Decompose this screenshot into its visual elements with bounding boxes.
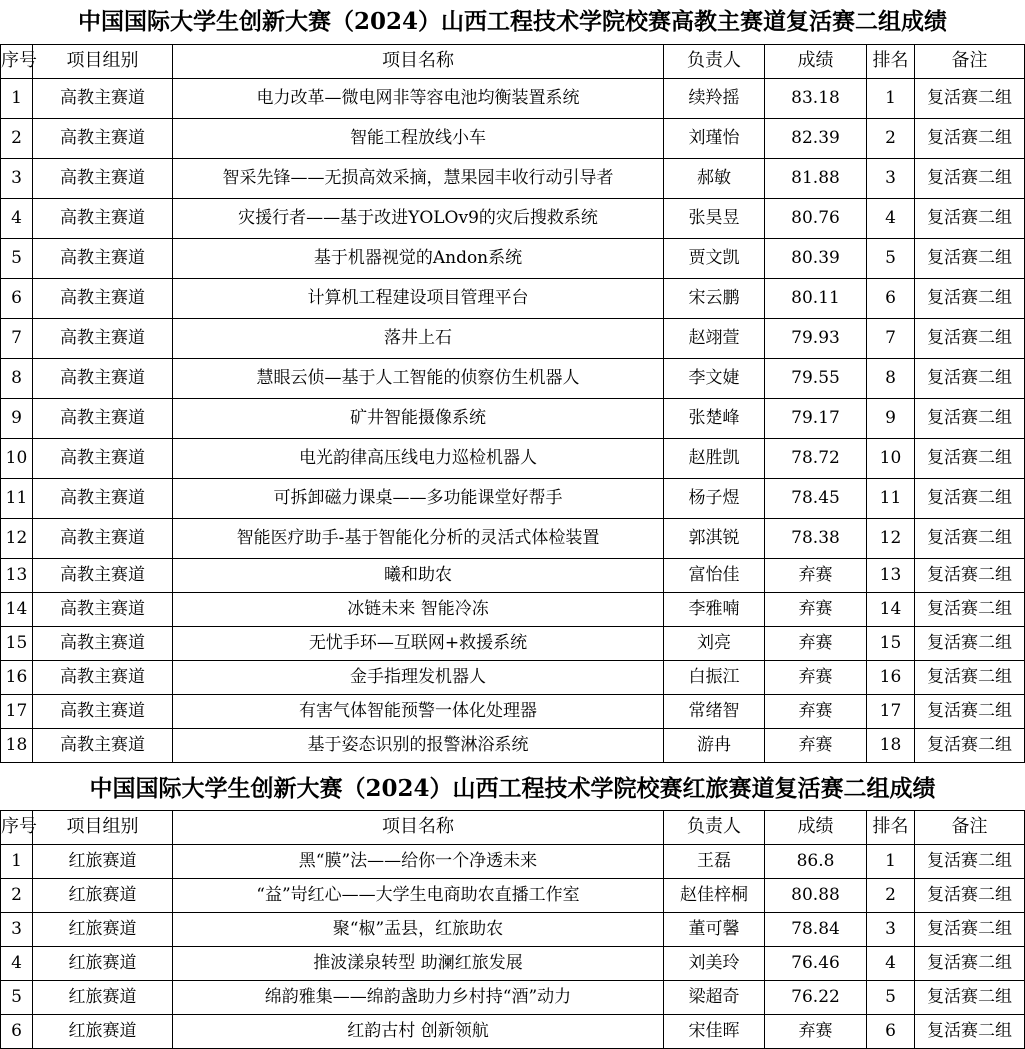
cell-score: 82.39 (765, 118, 867, 158)
cell-leader: 梁超奇 (664, 980, 765, 1014)
cell-remarks: 复活赛二组 (915, 660, 1025, 694)
cell-score: 80.11 (765, 278, 867, 318)
table-row (1, 946, 1025, 980)
cell-score: 76.46 (765, 946, 867, 980)
header-row-number: 序号 (1, 810, 33, 844)
cell-rank: 1 (867, 78, 915, 118)
cell-project-group: 红旅赛道 (33, 980, 173, 1014)
table-row (1, 728, 1025, 762)
cell-remarks: 复活赛二组 (915, 318, 1025, 358)
cell-leader: 赵翊萱 (664, 318, 765, 358)
cell-rank: 4 (867, 946, 915, 980)
cell-remarks: 复活赛二组 (915, 626, 1025, 660)
cell-row-number: 2 (1, 878, 33, 912)
cell-row-number: 3 (1, 158, 33, 198)
cell-project-group: 高教主赛道 (33, 518, 173, 558)
cell-leader: 张昊昱 (664, 198, 765, 238)
cell-score: 78.84 (765, 912, 867, 946)
header-rank: 排名 (867, 810, 915, 844)
table-row (1, 660, 1025, 694)
cell-row-number: 1 (1, 844, 33, 878)
cell-row-number: 8 (1, 358, 33, 398)
cell-project-name: 黑“膜”法——给你一个净透未来 (173, 844, 664, 878)
cell-rank: 1 (867, 844, 915, 878)
cell-row-number: 6 (1, 1014, 33, 1048)
cell-remarks: 复活赛二组 (915, 358, 1025, 398)
cell-project-name: 金手指理发机器人 (173, 660, 664, 694)
cell-remarks: 复活赛二组 (915, 518, 1025, 558)
cell-remarks: 复活赛二组 (915, 478, 1025, 518)
table-row (1, 592, 1025, 626)
cell-project-name: 落井上石 (173, 318, 664, 358)
cell-rank: 5 (867, 238, 915, 278)
cell-leader: 郭淇锐 (664, 518, 765, 558)
cell-project-name: 智采先锋——无损高效采摘，慧果园丰收行动引导者 (173, 158, 664, 198)
cell-project-group: 红旅赛道 (33, 946, 173, 980)
cell-rank: 4 (867, 198, 915, 238)
cell-remarks: 复活赛二组 (915, 238, 1025, 278)
cell-row-number: 15 (1, 626, 33, 660)
cell-project-group: 高教主赛道 (33, 694, 173, 728)
cell-remarks: 复活赛二组 (915, 592, 1025, 626)
cell-project-group: 高教主赛道 (33, 728, 173, 762)
cell-remarks: 复活赛二组 (915, 1014, 1025, 1048)
cell-leader: 白振江 (664, 660, 765, 694)
cell-leader: 李文婕 (664, 358, 765, 398)
header-project-group: 项目组别 (33, 810, 173, 844)
table-row (1, 438, 1025, 478)
cell-project-group: 高教主赛道 (33, 438, 173, 478)
table-row (1, 518, 1025, 558)
cell-project-group: 高教主赛道 (33, 660, 173, 694)
cell-rank: 5 (867, 980, 915, 1014)
cell-project-group: 红旅赛道 (33, 1014, 173, 1048)
cell-project-group: 红旅赛道 (33, 878, 173, 912)
cell-remarks: 复活赛二组 (915, 158, 1025, 198)
header-score: 成绩 (765, 44, 867, 78)
cell-rank: 10 (867, 438, 915, 478)
cell-score: 弃赛 (765, 1014, 867, 1048)
header-leader: 负责人 (664, 810, 765, 844)
cell-project-group: 高教主赛道 (33, 358, 173, 398)
cell-project-name: 推波漾泉转型 助澜红旅发展 (173, 946, 664, 980)
cell-project-group: 高教主赛道 (33, 158, 173, 198)
cell-project-name: 基于姿态识别的报警淋浴系统 (173, 728, 664, 762)
table-row (1, 878, 1025, 912)
header-project-name: 项目名称 (173, 44, 664, 78)
cell-project-name: 灾援行者——基于改进YOLOv9的灾后搜救系统 (173, 198, 664, 238)
cell-rank: 12 (867, 518, 915, 558)
cell-score: 80.88 (765, 878, 867, 912)
cell-row-number: 4 (1, 198, 33, 238)
table-row (1, 398, 1025, 438)
results-table-red-track (0, 768, 1025, 1049)
cell-project-group: 高教主赛道 (33, 398, 173, 438)
cell-row-number: 14 (1, 592, 33, 626)
cell-rank: 13 (867, 558, 915, 592)
cell-leader: 刘瑾怡 (664, 118, 765, 158)
cell-rank: 8 (867, 358, 915, 398)
cell-project-name: 慧眼云侦—基于人工智能的侦察仿生机器人 (173, 358, 664, 398)
cell-remarks: 复活赛二组 (915, 980, 1025, 1014)
cell-score: 78.72 (765, 438, 867, 478)
cell-leader: 赵佳梓桐 (664, 878, 765, 912)
cell-rank: 16 (867, 660, 915, 694)
cell-leader: 宋佳晖 (664, 1014, 765, 1048)
header-remarks: 备注 (915, 810, 1025, 844)
table-row (1, 912, 1025, 946)
cell-row-number: 16 (1, 660, 33, 694)
cell-project-name: 基于机器视觉的Andon系统 (173, 238, 664, 278)
cell-rank: 14 (867, 592, 915, 626)
cell-remarks: 复活赛二组 (915, 438, 1025, 478)
cell-project-name: 智能医疗助手-基于智能化分析的灵活式体检装置 (173, 518, 664, 558)
cell-row-number: 9 (1, 398, 33, 438)
header-leader: 负责人 (664, 44, 765, 78)
cell-project-group: 高教主赛道 (33, 318, 173, 358)
cell-row-number: 18 (1, 728, 33, 762)
cell-remarks: 复活赛二组 (915, 728, 1025, 762)
cell-rank: 7 (867, 318, 915, 358)
cell-project-group: 红旅赛道 (33, 912, 173, 946)
table-row (1, 558, 1025, 592)
cell-project-group: 高教主赛道 (33, 592, 173, 626)
cell-leader: 刘亮 (664, 626, 765, 660)
header-rank: 排名 (867, 44, 915, 78)
cell-score: 弃赛 (765, 660, 867, 694)
cell-project-group: 高教主赛道 (33, 478, 173, 518)
cell-row-number: 3 (1, 912, 33, 946)
cell-project-name: 有害气体智能预警一体化处理器 (173, 694, 664, 728)
cell-remarks: 复活赛二组 (915, 946, 1025, 980)
cell-row-number: 5 (1, 980, 33, 1014)
table-row (1, 318, 1025, 358)
header-row-number: 序号 (1, 44, 33, 78)
cell-project-name: 曦和助农 (173, 558, 664, 592)
cell-project-group: 高教主赛道 (33, 626, 173, 660)
cell-leader: 游冉 (664, 728, 765, 762)
cell-remarks: 复活赛二组 (915, 398, 1025, 438)
cell-remarks: 复活赛二组 (915, 844, 1025, 878)
cell-leader: 郝敏 (664, 158, 765, 198)
cell-remarks: 复活赛二组 (915, 78, 1025, 118)
cell-row-number: 6 (1, 278, 33, 318)
cell-remarks: 复活赛二组 (915, 278, 1025, 318)
cell-rank: 6 (867, 1014, 915, 1048)
cell-remarks: 复活赛二组 (915, 694, 1025, 728)
table-row (1, 478, 1025, 518)
cell-project-name: 冰链未来 智能冷冻 (173, 592, 664, 626)
cell-leader: 常绪智 (664, 694, 765, 728)
cell-score: 80.76 (765, 198, 867, 238)
cell-leader: 王磊 (664, 844, 765, 878)
cell-rank: 3 (867, 158, 915, 198)
table-row (1, 694, 1025, 728)
table-row (1, 158, 1025, 198)
cell-score: 弃赛 (765, 626, 867, 660)
header-project-group: 项目组别 (33, 44, 173, 78)
table-title: 中国国际大学生创新大赛（2024）山西工程技术学院校赛高教主赛道复活赛二组成绩 (1, 0, 1025, 44)
cell-row-number: 7 (1, 318, 33, 358)
cell-leader: 续羚摇 (664, 78, 765, 118)
cell-score: 弃赛 (765, 728, 867, 762)
cell-project-name: 聚“椒”盂县，红旅助农 (173, 912, 664, 946)
cell-project-name: 电光韵律高压线电力巡检机器人 (173, 438, 664, 478)
cell-leader: 富怡佳 (664, 558, 765, 592)
cell-project-group: 高教主赛道 (33, 198, 173, 238)
table-row (1, 278, 1025, 318)
cell-row-number: 1 (1, 78, 33, 118)
cell-remarks: 复活赛二组 (915, 912, 1025, 946)
table-row (1, 358, 1025, 398)
cell-leader: 杨子煜 (664, 478, 765, 518)
cell-row-number: 17 (1, 694, 33, 728)
cell-project-group: 高教主赛道 (33, 238, 173, 278)
cell-remarks: 复活赛二组 (915, 558, 1025, 592)
cell-project-name: 红韵古村 创新领航 (173, 1014, 664, 1048)
cell-score: 弃赛 (765, 592, 867, 626)
table-row (1, 626, 1025, 660)
cell-rank: 9 (867, 398, 915, 438)
table-row (1, 980, 1025, 1014)
table-row (1, 1014, 1025, 1048)
cell-remarks: 复活赛二组 (915, 198, 1025, 238)
cell-row-number: 5 (1, 238, 33, 278)
cell-leader: 赵胜凯 (664, 438, 765, 478)
cell-project-group: 高教主赛道 (33, 118, 173, 158)
table-row (1, 118, 1025, 158)
cell-score: 弃赛 (765, 694, 867, 728)
cell-project-group: 红旅赛道 (33, 844, 173, 878)
cell-rank: 3 (867, 912, 915, 946)
table-header-row (1, 44, 1025, 78)
header-remarks: 备注 (915, 44, 1025, 78)
cell-leader: 贾文凯 (664, 238, 765, 278)
table-header-row (1, 810, 1025, 844)
cell-score: 78.45 (765, 478, 867, 518)
cell-project-group: 高教主赛道 (33, 558, 173, 592)
cell-row-number: 12 (1, 518, 33, 558)
header-score: 成绩 (765, 810, 867, 844)
cell-rank: 11 (867, 478, 915, 518)
cell-leader: 李雅喃 (664, 592, 765, 626)
cell-project-name: 智能工程放线小车 (173, 118, 664, 158)
cell-leader: 张楚峰 (664, 398, 765, 438)
cell-row-number: 4 (1, 946, 33, 980)
header-project-name: 项目名称 (173, 810, 664, 844)
cell-score: 79.17 (765, 398, 867, 438)
table-row (1, 844, 1025, 878)
cell-rank: 15 (867, 626, 915, 660)
cell-project-name: 绵韵雅集——绵韵盏助力乡村持“酒”动力 (173, 980, 664, 1014)
cell-rank: 17 (867, 694, 915, 728)
cell-remarks: 复活赛二组 (915, 118, 1025, 158)
cell-project-name: 电力改革—微电网非等容电池均衡装置系统 (173, 78, 664, 118)
cell-project-name: 矿井智能摄像系统 (173, 398, 664, 438)
table-row (1, 238, 1025, 278)
table-row (1, 78, 1025, 118)
cell-score: 79.55 (765, 358, 867, 398)
table-row (1, 198, 1025, 238)
cell-score: 83.18 (765, 78, 867, 118)
cell-score: 86.8 (765, 844, 867, 878)
cell-project-name: 计算机工程建设项目管理平台 (173, 278, 664, 318)
cell-row-number: 10 (1, 438, 33, 478)
cell-score: 76.22 (765, 980, 867, 1014)
table-title: 中国国际大学生创新大赛（2024）山西工程技术学院校赛红旅赛道复活赛二组成绩 (1, 768, 1025, 810)
cell-row-number: 11 (1, 478, 33, 518)
cell-project-name: 可拆卸磁力课桌——多功能课堂好帮手 (173, 478, 664, 518)
cell-score: 弃赛 (765, 558, 867, 592)
cell-leader: 董可馨 (664, 912, 765, 946)
cell-rank: 18 (867, 728, 915, 762)
cell-rank: 6 (867, 278, 915, 318)
cell-row-number: 2 (1, 118, 33, 158)
cell-remarks: 复活赛二组 (915, 878, 1025, 912)
cell-row-number: 13 (1, 558, 33, 592)
cell-leader: 宋云鹏 (664, 278, 765, 318)
cell-leader: 刘美玲 (664, 946, 765, 980)
cell-score: 80.39 (765, 238, 867, 278)
cell-project-name: “益”岢红心——大学生电商助农直播工作室 (173, 878, 664, 912)
cell-rank: 2 (867, 878, 915, 912)
cell-project-name: 无忧手环—互联网+救援系统 (173, 626, 664, 660)
cell-project-group: 高教主赛道 (33, 78, 173, 118)
cell-score: 79.93 (765, 318, 867, 358)
cell-project-group: 高教主赛道 (33, 278, 173, 318)
cell-score: 78.38 (765, 518, 867, 558)
cell-rank: 2 (867, 118, 915, 158)
cell-score: 81.88 (765, 158, 867, 198)
